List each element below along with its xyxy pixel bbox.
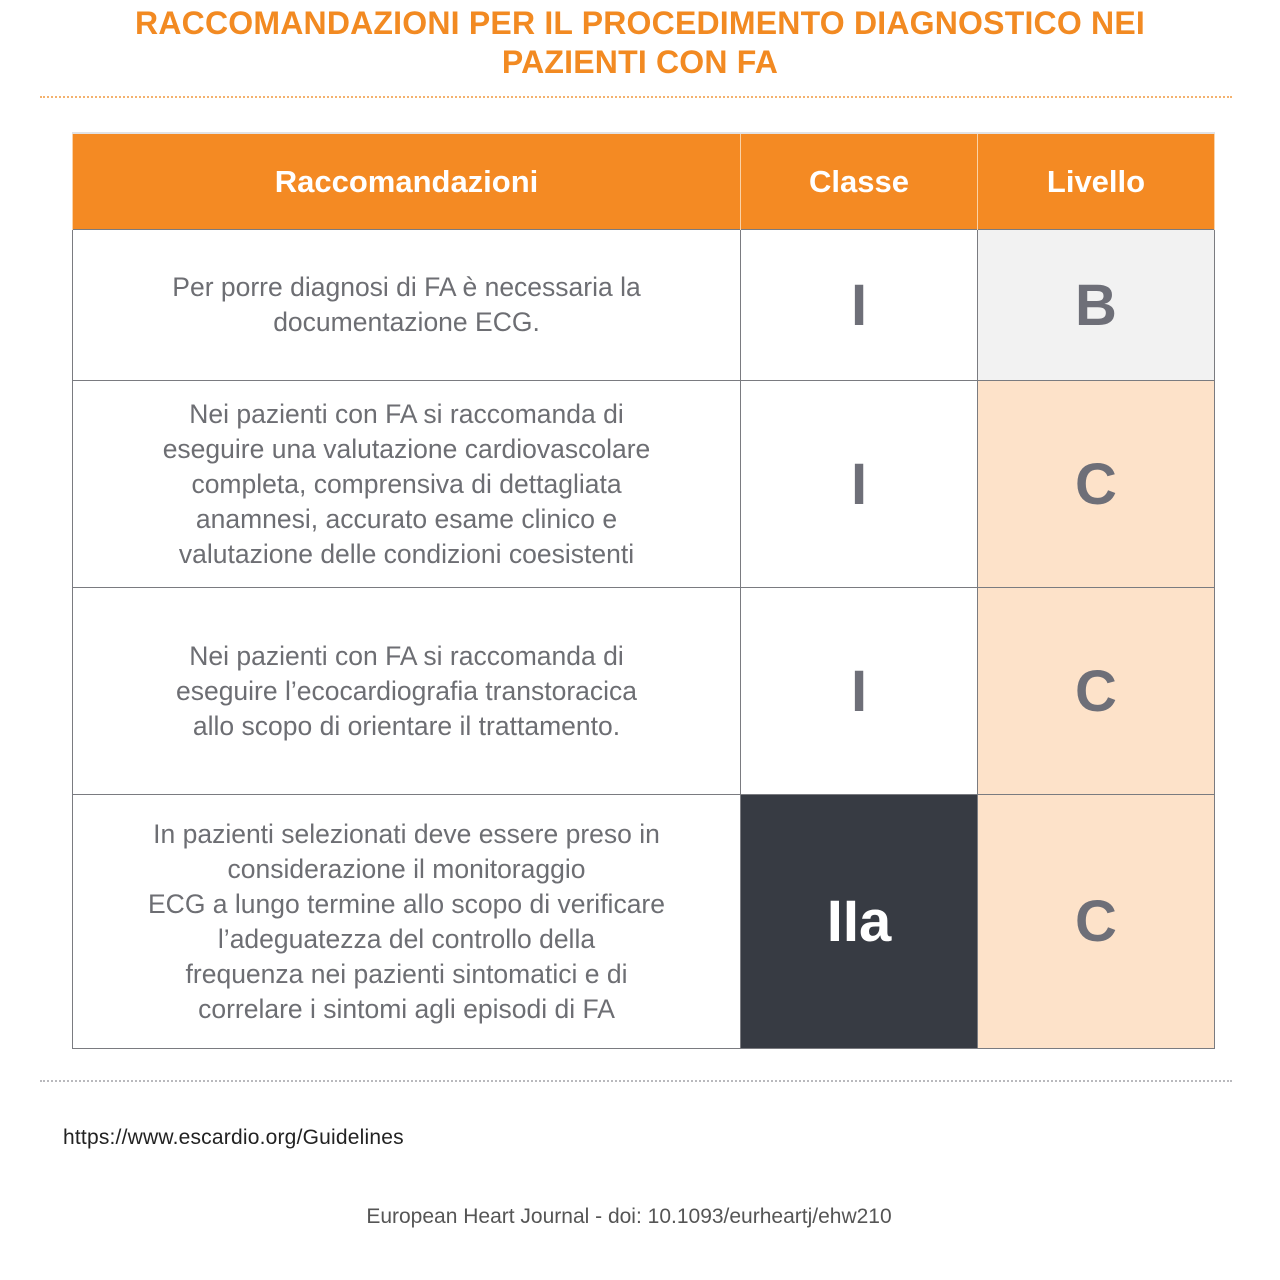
header-classe: Classe: [741, 133, 978, 230]
page-title: [40, 4, 1240, 82]
table-row: [73, 588, 1215, 795]
recommendation-text: [73, 795, 741, 1049]
table-row: [73, 795, 1215, 1049]
table-row: [73, 381, 1215, 588]
bottom-dotted-divider: [40, 1080, 1232, 1082]
text-line: Per porre diagnosi di FA è necessaria la: [172, 272, 641, 302]
recommendations-table: [72, 132, 1215, 1049]
text-line: considerazione il monitoraggio: [227, 853, 586, 884]
text-line: valutazione delle condizioni coesistenti: [178, 538, 635, 569]
recommendation-text: [73, 230, 741, 381]
text-line: In pazienti selezionati deve essere preso in: [153, 818, 660, 849]
top-dotted-divider: [40, 96, 1232, 98]
text-line: eseguire l’ecocardiografia transtoracica: [175, 675, 638, 706]
text-line: frequenza nei pazienti sintomatici e di: [185, 958, 628, 989]
guidelines-link[interactable]: https://www.escardio.org/Guidelines: [63, 1126, 404, 1149]
text-line: l’adeguatezza del controllo della: [217, 923, 596, 954]
text-line: eseguire una valutazione cardiovascolare: [162, 433, 651, 464]
recommendation-text: [73, 588, 741, 795]
level-cell: C: [978, 795, 1215, 1049]
text-line: Nei pazienti con FA si raccomanda di: [189, 640, 624, 671]
class-cell: IIa: [741, 795, 978, 1049]
text-line: ECG a lungo termine allo scopo di verificare: [148, 888, 665, 919]
text-line: Nei pazienti con FA si raccomanda di: [189, 398, 624, 429]
class-cell: I: [741, 381, 978, 588]
recommendation-text: [73, 381, 741, 588]
text-line: completa, comprensiva di dettagliata: [191, 468, 622, 499]
source-citation: European Heart Journal - doi: 10.1093/eurheartj/ehw210: [366, 1205, 892, 1228]
text-line: anamnesi, accurato esame clinico e: [195, 503, 618, 534]
class-cell: I: [741, 230, 978, 381]
table-header-row: [73, 133, 1215, 230]
level-cell: C: [978, 381, 1215, 588]
class-cell: I: [741, 588, 978, 795]
text-line: correlare i sintomi agli episodi di FA: [198, 993, 615, 1024]
level-cell: C: [978, 588, 1215, 795]
title-line-2: PAZIENTI CON FA: [501, 44, 779, 80]
text-line: documentazione ECG.: [273, 307, 540, 337]
header-raccomandazioni: Raccomandazioni: [73, 133, 741, 230]
text-line: allo scopo di orientare il trattamento.: [192, 710, 621, 741]
header-livello: Livello: [978, 133, 1215, 230]
title-line-1: RACCOMANDAZIONI PER IL PROCEDIMENTO DIAGNOSTICO NEI: [135, 5, 1145, 41]
level-cell: B: [978, 230, 1215, 381]
table-row: [73, 230, 1215, 381]
